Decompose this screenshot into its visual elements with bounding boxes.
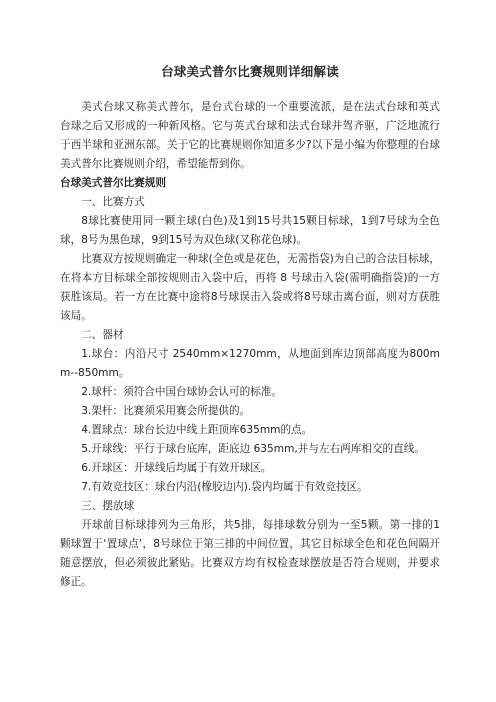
s2-item-1: 1.球台：内沿尺寸 2540mm×1270mm，从地面到库边顶部高度为800mm--850mm。 bbox=[60, 348, 440, 379]
s3-heading: 三、摆放球 bbox=[81, 500, 135, 512]
s2-item-7: 7.有效竞技区：球台内沿(橡胶边内).袋内均属于有效竞技区。 bbox=[81, 481, 368, 493]
s1-paragraph-1: 8球比赛使用同一颗主球(白色)及1到15号共15颗目标球，1到7号球为全色球，8号为黑色球，9到15号为双色球(又称花色球)。 bbox=[60, 215, 440, 246]
s1-paragraph-2: 比赛双方按规则确定一种球(全色或是花色，无需指袋)为自己的合法目标球，在将本方目标球全部按规则击入袋中后，再将 8 号球击入袋(需明确指袋)的一方获胜该局。若一方在比赛中途将8号球误击入袋或将8号球击离台面，则对方获胜该局。 bbox=[60, 253, 440, 322]
s2-item-3: 3.架杆：比赛须采用赛会所提供的。 bbox=[81, 405, 251, 417]
s2-item-6: 6.开球区：开球线后均属于有效开球区。 bbox=[81, 462, 272, 474]
intro-paragraph: 美式台球又称美式普尔，是台式台球的一个重要流派，是在法式台球和英式台球之后又形成的一种新风格。它与英式台球和法式台球并驾齐驱，广泛地流行于西半球和亚洲东部。关于它的比赛规则你知道多少?以下是小编为你整理的台球美式普尔比赛规则介绍，希望能帮到你。 bbox=[60, 101, 440, 170]
section-heading: 台球美式普尔比赛规则 bbox=[60, 177, 166, 189]
s2-item-4: 4.置球点：球台长边中线上距顶库635mm的点。 bbox=[81, 424, 313, 436]
document-title: 台球美式普尔比赛规则详细解读 bbox=[161, 64, 339, 79]
s3-paragraph-1: 开球前目标球排列为三角形，共5排，每排球数分别为一至5颗。第一排的1颗球置于‘置球点’，8号球位于第三排的中间位置，其它目标球全色和花色间隔开随意摆放，但必须彼此紧贴。比赛双方均有权检查球摆放是否符合规则，并要求修正。 bbox=[60, 519, 440, 588]
s2-item-2: 2.球杆：须符合中国台球协会认可的标准。 bbox=[81, 386, 282, 398]
s2-heading: 二、器材 bbox=[81, 329, 124, 341]
s2-item-5: 5.开球线：平行于球台底库，距底边 635mm,并与左右两库相交的直线。 bbox=[81, 443, 425, 455]
s1-heading: 一、比赛方式 bbox=[81, 196, 145, 208]
